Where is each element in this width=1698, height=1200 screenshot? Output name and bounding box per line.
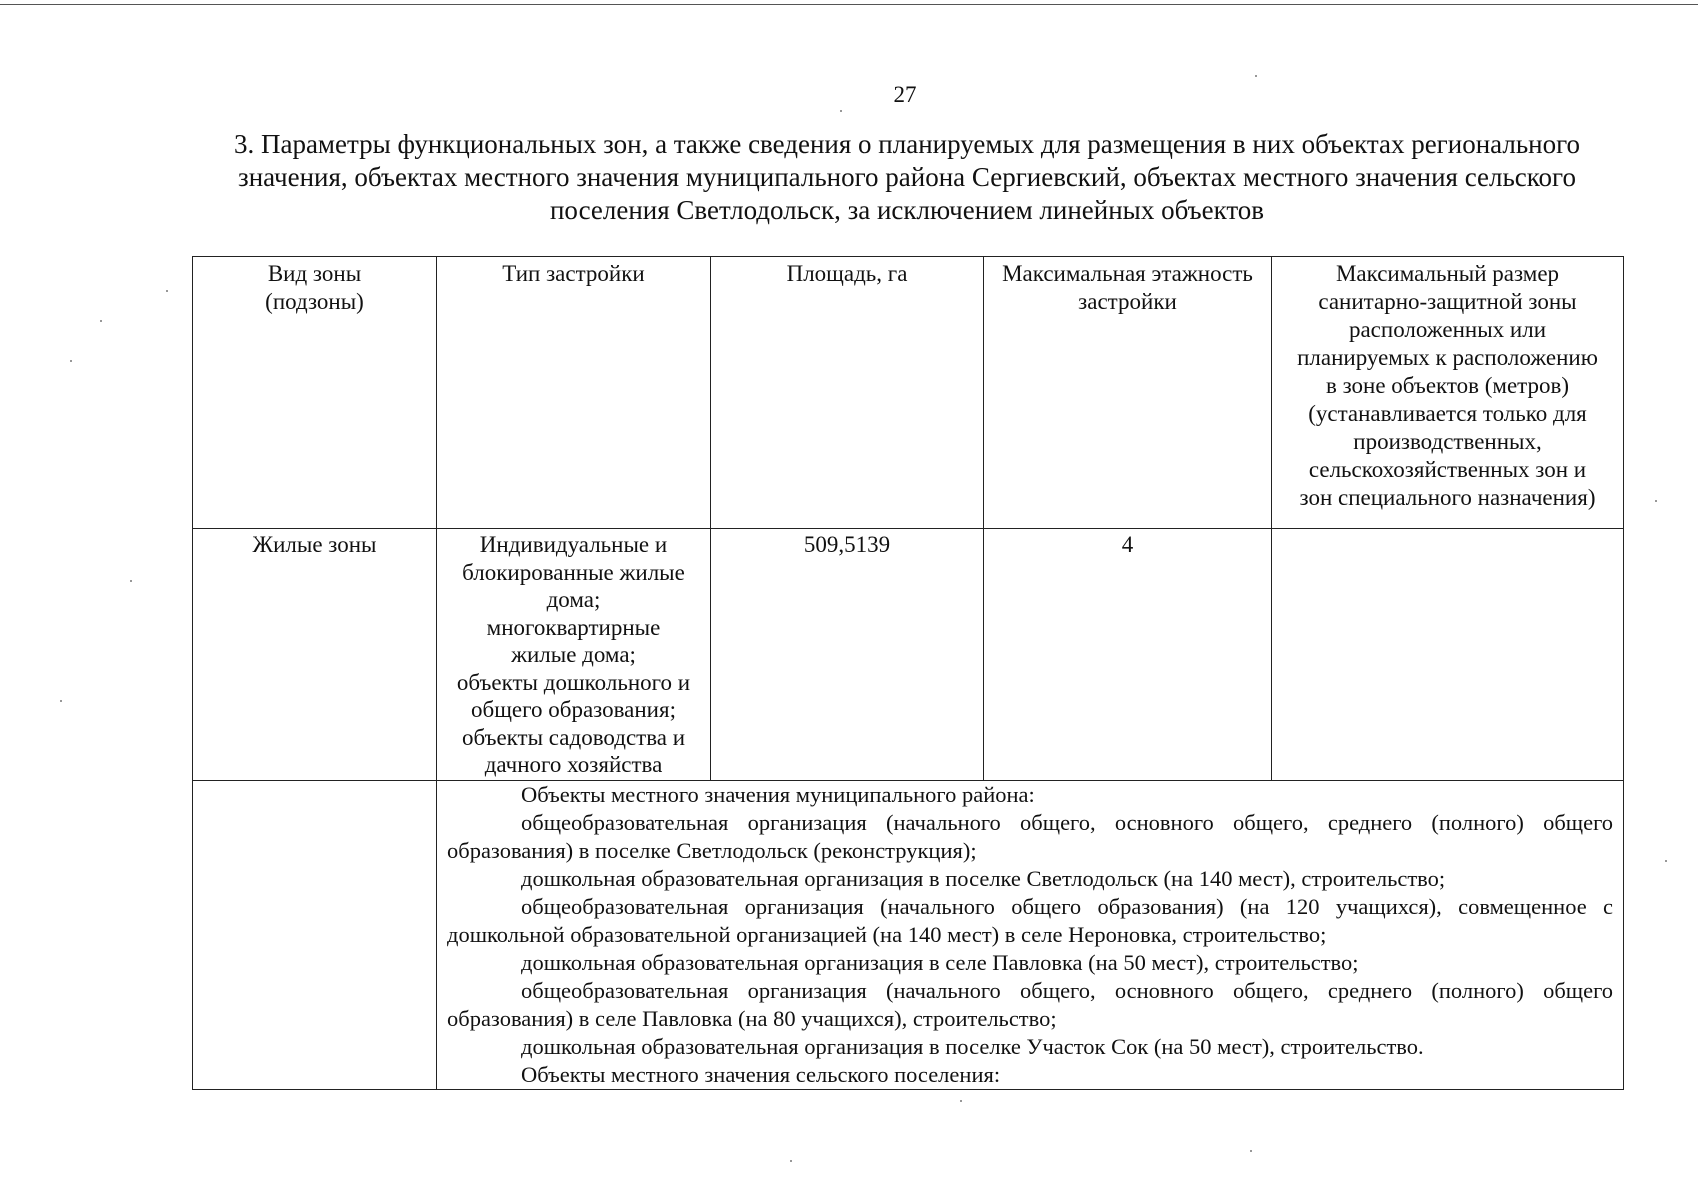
cell-zone-type: Жилые зоны [193, 529, 437, 781]
scan-speck [70, 360, 72, 362]
cell-max-sanitary-zone [1272, 529, 1624, 781]
settlement-objects-title: Объекты местного значения сельского поселения: [521, 1062, 1001, 1087]
cell-max-floors: 4 [984, 529, 1272, 781]
scan-speck [130, 580, 132, 582]
cell-area: 509,5139 [711, 529, 984, 781]
functional-zones-table [192, 256, 1624, 1090]
cell-building-type: Индивидуальные и блокированные жилые дома; многоквартирные жилые дома; объекты дошкольного и общего образования; объекты садоводства и дачного хозяйства [437, 529, 711, 781]
section-heading [192, 128, 1622, 227]
heading-line: 3. Параметры функциональных зон, а также сведения о планируемых для размещения в них объектах регионального [233, 129, 1581, 159]
scan-speck [1655, 500, 1657, 502]
page-number: 27 [893, 82, 917, 107]
list-item: дошкольная образовательная организация в селе Павловка (на 50 мест), строительство; [521, 950, 1359, 975]
scan-speck [60, 700, 62, 702]
header-max-floors: Максимальная этажность застройки [984, 257, 1272, 529]
header-building-type: Тип застройки [437, 257, 711, 529]
scan-speck [790, 1160, 792, 1162]
list-item: дошкольная образовательная организация в поселке Участок Сок (на 50 мест), строительство. [521, 1034, 1424, 1059]
list-item: общеобразовательная организация (начального общего, основного общего, среднего (полного) общего образования) в селе Павловка (на 80 учащихся), строительство; [447, 978, 1613, 1031]
list-item: общеобразовательная организация (начального общего образования) (на 120 учащихся), совмещенное с дошкольной образовательной организацией (на 140 мест) в селе Нероновка, строительство; [447, 894, 1613, 947]
header-zone-type: Вид зоны (подзоны) [193, 257, 437, 529]
heading-line: значения, объектах местного значения муниципального района Сергиевский, объектах местного значения сельского [238, 162, 1576, 192]
cell-empty [193, 781, 437, 1090]
scan-speck [1255, 75, 1257, 77]
header-area: Площадь, га [711, 257, 984, 529]
heading-line: поселения Светлодольск, за исключением линейных объектов [549, 195, 1265, 225]
scan-speck [100, 320, 102, 322]
table-row [193, 529, 1624, 781]
municipal-objects-title: Объекты местного значения муниципального района: [521, 782, 1035, 807]
table-row-objects [193, 781, 1624, 1090]
cell-planned-objects [437, 781, 1624, 1090]
scan-speck [960, 1100, 962, 1102]
table-header-row [193, 257, 1624, 529]
scan-speck [166, 290, 168, 292]
scan-speck [1665, 860, 1667, 862]
list-item: общеобразовательная организация (начального общего, основного общего, среднего (полного) общего образования) в поселке Светлодольск (реконструкция); [447, 810, 1613, 863]
list-item: дошкольная образовательная организация в поселке Светлодольск (на 140 мест), строительство; [521, 866, 1446, 891]
scan-speck [1250, 1150, 1252, 1152]
top-border-line [0, 4, 1698, 5]
header-max-sanitary-zone: Максимальный размер санитарно-защитной зоны расположенных или планируемых к расположению в зоне объектов (метров) (устанавливается только для производственных, сельскохозяйственных зон и зон специального назначения) [1272, 257, 1624, 529]
scan-speck [840, 110, 842, 112]
